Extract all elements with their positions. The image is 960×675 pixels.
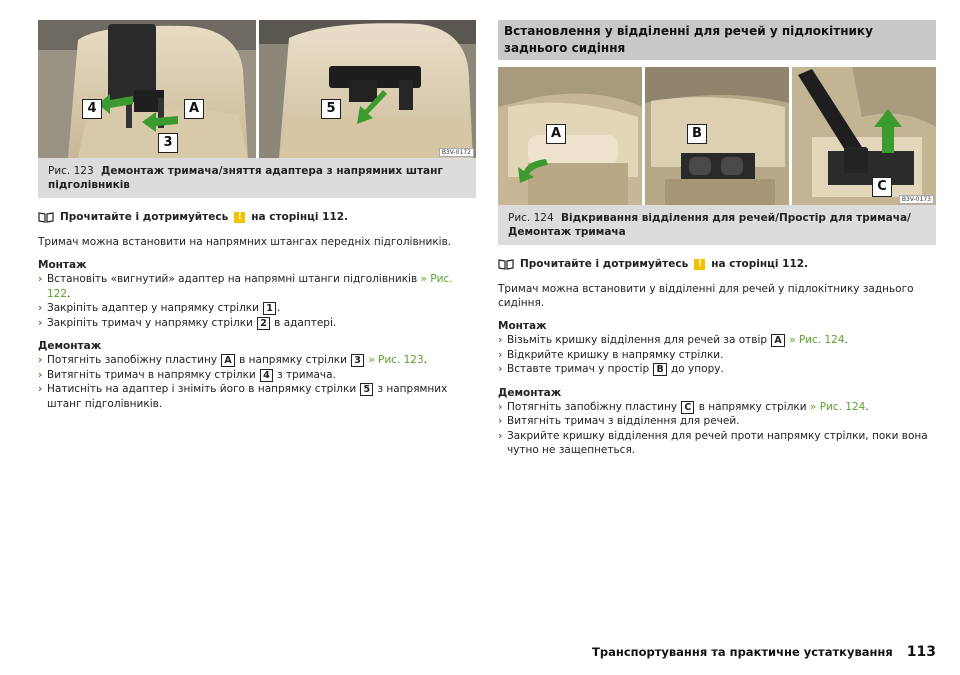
list-item: › Потягніть запобіжну пластину A в напрямку стрілки 3 » Рис. 123.: [38, 354, 428, 366]
figure-title: Демонтаж тримача/зняття адаптера з напрямних штанг підголівників: [48, 165, 443, 191]
left-column: [38, 20, 476, 411]
arrow-icon: ›: [498, 348, 503, 361]
callout-ref: C: [681, 401, 694, 414]
list-item: › Витягніть тримач в напрямку стрілки 4 з тримача.: [38, 368, 336, 381]
intro-text: Тримач можна встановити у відділенні для речей у підлокітнику заднього сидіння.: [498, 283, 914, 309]
figure-code: B3V-0172: [439, 148, 474, 157]
callout-A: A: [184, 99, 204, 119]
figure-link[interactable]: » Рис. 122: [47, 273, 453, 300]
read-note: [38, 211, 476, 223]
callout-ref: 1: [263, 302, 276, 315]
callout-ref: 4: [260, 369, 273, 382]
callout-ref: 2: [257, 317, 270, 330]
section-title: Встановлення у відділенні для речей у підлокітнику заднього сидіння: [498, 20, 936, 60]
chapter-title: Транспортування та практичне устаткування: [592, 645, 893, 659]
montage-heading: Монтаж: [498, 320, 547, 332]
callout-B: B: [687, 124, 707, 144]
read-note: [498, 258, 936, 270]
read-note-text: Прочитайте і дотримуйтесь: [520, 258, 689, 270]
photo-headrest-holder: [38, 20, 256, 158]
figure-124: [498, 67, 936, 245]
read-note-text: Прочитайте і дотримуйтесь: [60, 211, 229, 223]
callout-C: C: [872, 177, 892, 197]
callout-ref: 3: [351, 354, 364, 367]
photo-headrest-adapter: [259, 20, 476, 158]
arrow-icon: ›: [38, 316, 43, 329]
callout-A: A: [546, 124, 566, 144]
callout-5: 5: [321, 99, 341, 119]
arrow-icon: ›: [498, 415, 503, 427]
list-item: › Витягніть тримач з відділення для речей.: [498, 415, 740, 427]
arrow-icon: ›: [38, 354, 43, 366]
list-item: › Закріпіть адаптер у напрямку стрілки 1 .: [38, 302, 281, 314]
demontage-steps-right: [498, 400, 936, 458]
callout-3: 3: [158, 133, 178, 153]
warning-icon: !: [234, 212, 245, 223]
callout-4: 4: [82, 99, 102, 119]
read-note-page: на сторінці 112.: [711, 258, 809, 270]
book-icon: [498, 259, 514, 270]
list-item: › Закріпіть тримач у напрямку стрілки 2 в адаптері.: [38, 316, 337, 329]
callout-ref: B: [653, 363, 666, 376]
list-item: › Закрийте кришку відділення для речей проти напрямку стрілки, поки вона чутно не защепнеться.: [498, 429, 928, 456]
montage-heading: Монтаж: [38, 259, 87, 271]
arrow-icon: ›: [38, 368, 43, 381]
list-item: › Візьміть кришку відділення для речей за отвір A » Рис. 124.: [498, 334, 848, 346]
arrow-icon: ›: [498, 429, 503, 442]
montage-steps-right: [498, 333, 936, 377]
arrow-icon: ›: [38, 302, 43, 314]
list-item: › Відкрийте кришку в напрямку стрілки.: [498, 348, 724, 361]
figure-123: [38, 20, 476, 198]
figure-link[interactable]: » Рис. 124: [785, 334, 845, 346]
callout-ref: A: [771, 334, 784, 347]
demontage-heading: Демонтаж: [498, 386, 562, 399]
figure-124-photos: [498, 67, 936, 205]
page-number: 113: [906, 644, 936, 660]
demontage-steps-left: [38, 353, 476, 411]
list-item: › Потягніть запобіжну пластину C в напрямку стрілки » Рис. 124.: [498, 400, 869, 413]
callout-ref: 5: [360, 383, 373, 396]
read-note-page: на сторінці 112.: [251, 211, 349, 223]
book-icon: [38, 212, 54, 223]
figure-number: Рис. 123: [48, 165, 94, 177]
list-item: › Вставте тримач у простір B до упору.: [498, 363, 724, 375]
callout-ref: A: [221, 354, 234, 367]
figure-code: B3V-0173: [899, 195, 934, 204]
photo-armrest-open: [498, 67, 642, 205]
figure-title: Відкривання відділення для речей/Простір для тримача/Демонтаж тримача: [508, 212, 911, 238]
montage-steps-left: [38, 272, 476, 330]
intro-text: Тримач можна встановити на напрямних штангах передніх підголівників.: [38, 236, 452, 248]
figure-link[interactable]: » Рис. 124: [806, 400, 866, 413]
figure-123-caption: [38, 158, 476, 198]
figure-123-photos: [38, 20, 476, 158]
arrow-icon: ›: [38, 383, 43, 395]
photo-armrest-space: [645, 67, 789, 205]
demontage-heading: Демонтаж: [38, 340, 102, 352]
right-column: [498, 20, 936, 458]
warning-icon: !: [694, 259, 705, 270]
list-item: › Встановіть «вигнутий» адаптер на напрямні штанги підголівників » Рис. 122.: [38, 273, 453, 300]
photo-holder-removal: [792, 67, 936, 205]
arrow-icon: ›: [498, 363, 503, 375]
figure-124-caption: [498, 205, 936, 245]
arrow-icon: ›: [498, 334, 503, 346]
arrow-icon: ›: [38, 273, 43, 285]
arrow-icon: ›: [498, 400, 503, 413]
figure-link[interactable]: » Рис. 123: [364, 354, 424, 366]
list-item: › Натисніть на адаптер і зніміть його в напрямку стрілки 5 з напрямних штанг підголівників.: [38, 383, 448, 410]
figure-number: Рис. 124: [508, 212, 554, 224]
page-footer: [592, 644, 936, 660]
